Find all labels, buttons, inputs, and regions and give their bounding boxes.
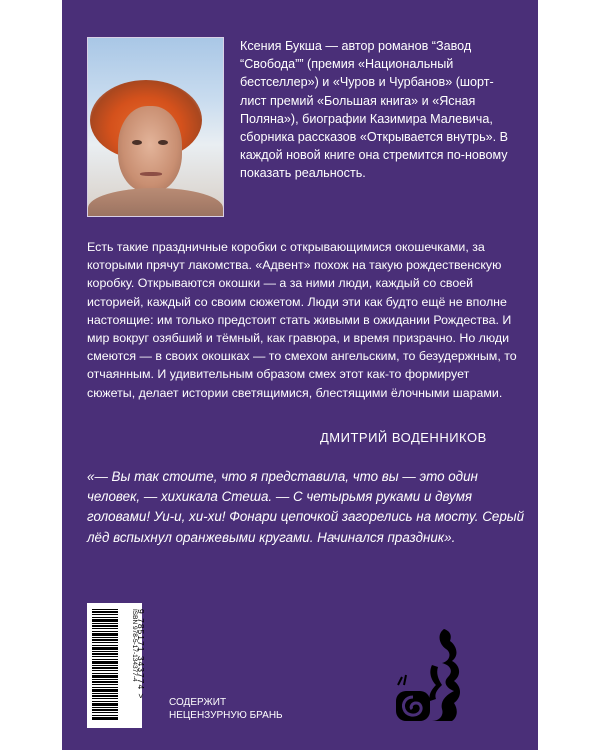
book-back-cover [62, 0, 538, 750]
barcode-icon [92, 609, 118, 721]
content-warning [169, 697, 329, 722]
author-photo [87, 37, 224, 217]
author-bio: Ксения Букша — автор романов “Завод “Свобода”” (премия «Национальный бестселлер») и «Чуров и Чурбанов» (шорт-лист премий «Большая книга» и «Ясная Поляна»), биографии Казимира Малевича, сборника рассказов «Открывается внутрь». В каждой новой книге она стремится по-новому показать реальность. [240, 39, 509, 181]
review-signature: ДМИТРИЙ ВОДЕННИКОВ [320, 430, 487, 445]
publisher-logo-icon [392, 625, 472, 725]
warning-line-2: НЕЦЕНЗУРНУЮ БРАНЬ [169, 709, 283, 721]
isbn-barcode [87, 603, 146, 728]
warning-line-1: СОДЕРЖИТ [169, 697, 227, 708]
barcode-digits: 9 785171 343774 > [136, 609, 146, 700]
isbn-number: ISBN 978-5-17-134377-4 [131, 609, 138, 682]
book-quote: «— Вы так стоите, что я представила, что вы — это один человек, — хихикала Стеша. — С четырьмя руками и двумя головами! Уи-и, хи-хи! Фонари цепочкой загорелись на мосту. Серый лёд вспыхнул оранжевыми кругами. Начинался праздник». [87, 469, 525, 545]
book-annotation: Есть такие праздничные коробки с открывающимися окошечками, за которыми прячут лакомства. «Адвент» похож на такую рождественскую коробку. Открываются окошки — а за ними люди, каждый со своей историей, каждый со своим сюжетом. Люди эти как будто ещё не вполне настоящие: им только предстоит стать живыми в ожидании Рождества. И мир вокруг озябший и тёмный, как гравюра, и время призрачно. Но люди смеются — в своих окошках — то смехом ангельским, то безудержным, то отчаянным. И удивительным образом смех этот как-то формирует сюжеты, делает истории светящимися, блестящими ёлочными шарами. [87, 240, 517, 400]
